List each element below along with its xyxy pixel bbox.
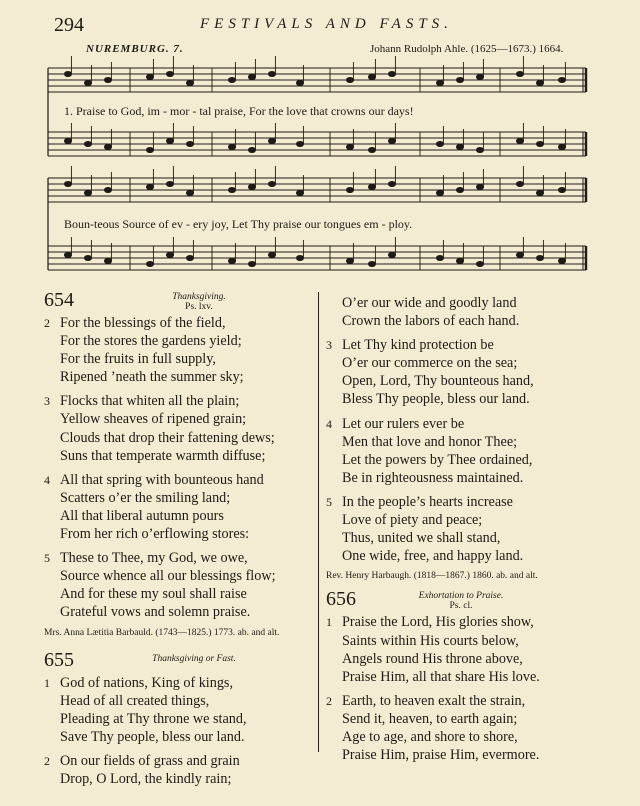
line-text: Suns that temperate warmth diffuse; [60, 447, 266, 464]
hymn-line [44, 603, 316, 621]
hymn-656-occasion: Exhortation to Praise. [418, 591, 504, 602]
column-divider [318, 292, 319, 752]
note-head [516, 138, 523, 143]
line-text: Earth, to heaven exalt the strain, [342, 692, 526, 709]
line-text: O’er our commerce on the sea; [342, 355, 518, 372]
hymn-line [44, 728, 316, 746]
note-head [456, 187, 463, 192]
hymn-line [326, 469, 626, 487]
note-head [536, 80, 543, 85]
line-text: Clouds that drop their fattening dews; [60, 429, 275, 446]
note-head [84, 255, 91, 260]
line-text: God of nations, King of kings, [60, 674, 234, 691]
note-head [166, 252, 173, 257]
hymn-line [326, 451, 626, 469]
note-head [368, 74, 375, 79]
hymn-line [44, 392, 316, 410]
line-text: Angels round His throne above, [342, 650, 523, 667]
note-head [346, 144, 353, 149]
line-text: In the people’s hearts increase [342, 493, 513, 510]
line-text: From her rich o’erflowing stores: [60, 526, 250, 543]
line-text: Bless Thy people, bless our land. [342, 391, 530, 408]
line-text: Grateful vows and solemn praise. [60, 604, 251, 621]
hymn-line [44, 674, 316, 692]
hymn-line [326, 746, 626, 764]
verse-number: 2 [44, 753, 50, 768]
line-text: Head of all created things, [60, 692, 210, 709]
note-head [436, 141, 443, 146]
hymn-655-text [44, 674, 316, 789]
note-head [186, 80, 193, 85]
hymn-line [326, 547, 626, 565]
note-head [476, 261, 483, 266]
hymn-655-attribution: Rev. Henry Harbaugh. (1818—1867.) 1860. ab. and alt. [326, 571, 538, 582]
hymn-line [326, 415, 626, 433]
note-head [268, 252, 275, 257]
note-head [388, 252, 395, 257]
lyric-line-2: Boun-teous Source of ev - ery joy, Let Thy praise our tongues em - ploy. [64, 217, 413, 231]
note-head [456, 144, 463, 149]
verse-number: 3 [326, 338, 332, 353]
note-head [146, 261, 153, 266]
hymn-line [44, 410, 316, 428]
hymn-line [326, 728, 626, 746]
note-head [248, 147, 255, 152]
note-head [476, 184, 483, 189]
line-text: Let the powers by Thee ordained, [342, 451, 533, 468]
hymn-line [326, 650, 626, 668]
note-head [368, 147, 375, 152]
hymn-655-occasion: Thanksgiving or Fast. [152, 653, 236, 664]
note-head [186, 141, 193, 146]
line-text: Send it, heaven, to earth again; [342, 710, 518, 727]
note-head [228, 258, 235, 263]
note-head [146, 74, 153, 79]
note-head [436, 190, 443, 195]
note-head [104, 187, 111, 192]
note-head [296, 141, 303, 146]
hymn-line [44, 752, 316, 770]
hymn-line [44, 710, 316, 728]
hymn-line [326, 632, 626, 650]
hymn-line [326, 668, 626, 686]
line-text: Drop, O Lord, the kindly rain; [60, 771, 232, 788]
note-head [296, 255, 303, 260]
note-head [558, 77, 565, 82]
note-head [268, 181, 275, 186]
hymn-line [326, 511, 626, 529]
line-text: On our fields of grass and grain [60, 752, 240, 769]
note-head [84, 80, 91, 85]
hymn-line [326, 336, 626, 354]
hymn-654-text [44, 314, 316, 622]
hymn-656-text [326, 613, 626, 764]
note-head [388, 71, 395, 76]
line-text: For the stores the gardens yield; [60, 333, 242, 350]
hymn-line [326, 613, 626, 631]
line-text: Praise Him, all that share His love. [342, 668, 540, 685]
hymn-line [44, 332, 316, 350]
note-head [228, 144, 235, 149]
line-text: Source whence all our blessings flow; [60, 568, 276, 585]
hymn-line [326, 710, 626, 728]
verse-number: 2 [44, 316, 50, 330]
verse-number: 1 [44, 675, 50, 690]
lyric-line-1: 1. Praise to God, im - mor - tal praise, For the love that crowns our days! [64, 104, 414, 118]
note-head [536, 190, 543, 195]
hymn-654-occasion: Thanksgiving. [172, 292, 226, 302]
left-column [44, 290, 316, 788]
line-text: Crown the labors of each hand. [342, 313, 520, 330]
hymn-line [44, 692, 316, 710]
hymn-655-number: 655 [44, 648, 74, 671]
line-text: Let our rulers ever be [342, 415, 465, 432]
note-head [558, 144, 565, 149]
line-text: O’er our wide and goodly land [342, 295, 517, 311]
note-head [456, 258, 463, 263]
hymn-654-psalm: Ps. lxv. [185, 302, 213, 312]
note-head [436, 80, 443, 85]
running-title: FESTIVALS AND FASTS. [200, 16, 453, 32]
line-text: Love of piety and peace; [342, 512, 483, 529]
note-head [368, 184, 375, 189]
hymn-656-psalm: Ps. cl. [449, 601, 473, 612]
note-head [64, 71, 71, 76]
line-text: Let Thy kind protection be [342, 337, 494, 354]
hymn-line [326, 312, 626, 330]
hymn-line [326, 529, 626, 547]
note-head [248, 261, 255, 266]
line-text: Open, Lord, Thy bounteous hand, [342, 373, 534, 390]
note-head [476, 147, 483, 152]
note-head [558, 258, 565, 263]
verse-number: 1 [326, 615, 332, 630]
hymn-line [44, 567, 316, 585]
line-text: Praise Him, praise Him, evermore. [342, 747, 540, 764]
note-head [516, 181, 523, 186]
line-text: Thus, united we shall stand, [342, 530, 501, 547]
note-head [104, 258, 111, 263]
note-head [166, 138, 173, 143]
line-text: Pleading at Thy throne we stand, [60, 710, 247, 727]
hymn-line [44, 368, 316, 386]
line-text: Saints within His courts below, [342, 632, 519, 649]
right-column [326, 294, 626, 764]
note-head [84, 190, 91, 195]
note-head [104, 77, 111, 82]
note-head [388, 181, 395, 186]
note-head [64, 138, 71, 143]
note-head [516, 252, 523, 257]
note-head [228, 77, 235, 82]
verse-number: 3 [44, 394, 50, 409]
line-text: These to Thee, my God, we owe, [60, 550, 248, 567]
music-score [0, 0, 640, 290]
note-head [456, 77, 463, 82]
hymn-line [44, 314, 316, 332]
note-head [186, 255, 193, 260]
line-text: Flocks that whiten all the plain; [60, 393, 240, 410]
page-number: 294 [54, 14, 84, 36]
line-text: Scatters o’er the smiling land; [60, 489, 231, 506]
note-head [296, 190, 303, 195]
hymn-655-continued-text [326, 294, 626, 565]
hymn-line [44, 447, 316, 465]
hymn-654-attribution: Mrs. Anna Lætitia Barbauld. (1743—1825.) 1773. ab. and alt. [44, 627, 280, 638]
composer-credit: Johann Rudolph Ahle. (1625—1673.) 1664. [370, 43, 564, 55]
line-text: Save Thy people, bless our land. [60, 728, 245, 745]
hymn-line [326, 692, 626, 710]
hymn-line [44, 507, 316, 525]
hymn-line [44, 525, 316, 543]
hymn-line [326, 433, 626, 451]
note-head [166, 71, 173, 76]
note-head [388, 138, 395, 143]
note-head [296, 80, 303, 85]
note-head [104, 144, 111, 149]
line-text: One wide, free, and happy land. [342, 548, 524, 565]
note-head [84, 141, 91, 146]
verse-number: 2 [326, 693, 332, 708]
note-head [558, 187, 565, 192]
hymn-line [44, 585, 316, 603]
note-head [436, 255, 443, 260]
hymn-656-number: 656 [326, 588, 356, 611]
hymn-line [326, 372, 626, 390]
line-text: Yellow sheaves of ripened grain; [60, 411, 247, 428]
note-head [248, 184, 255, 189]
note-head [476, 74, 483, 79]
note-head [536, 141, 543, 146]
hymn-654-number: 654 [44, 289, 74, 311]
note-head [166, 181, 173, 186]
line-text: For the fruits in full supply, [60, 351, 216, 368]
hymn-line [326, 294, 626, 312]
line-text: Age to age, and shore to shore, [342, 728, 518, 745]
note-head [64, 181, 71, 186]
verse-number: 4 [326, 416, 332, 431]
line-text: And for these my soul shall raise [60, 586, 247, 603]
hymn-line [44, 549, 316, 567]
hymn-line [44, 471, 316, 489]
note-head [228, 187, 235, 192]
note-head [536, 255, 543, 260]
note-head [368, 261, 375, 266]
hymn-line [326, 493, 626, 511]
hymn-line [326, 390, 626, 408]
hymn-line [44, 489, 316, 507]
note-head [268, 71, 275, 76]
hymn-line [44, 350, 316, 368]
note-head [346, 187, 353, 192]
note-head [346, 258, 353, 263]
verse-number: 5 [44, 551, 50, 566]
hymn-line [44, 770, 316, 788]
hymn-line [326, 354, 626, 372]
line-text: All that spring with bounteous hand [60, 471, 264, 488]
line-text: Men that love and honor Thee; [342, 433, 518, 450]
note-head [64, 252, 71, 257]
hymn-line [44, 429, 316, 447]
note-head [346, 77, 353, 82]
note-head [186, 190, 193, 195]
note-head [248, 74, 255, 79]
tune-name: NUREMBURG. 7. [86, 43, 184, 55]
line-text: Praise the Lord, His glories show, [342, 614, 534, 631]
note-head [268, 138, 275, 143]
note-head [516, 71, 523, 76]
note-head [146, 184, 153, 189]
verse-number: 5 [326, 494, 332, 509]
line-text: Be in righteousness maintained. [342, 469, 524, 486]
line-text: For the blessings of the field, [60, 315, 226, 331]
line-text: Ripened ’neath the summer sky; [60, 369, 244, 386]
verse-number: 4 [44, 472, 50, 487]
line-text: All that liberal autumn pours [60, 507, 224, 524]
note-head [146, 147, 153, 152]
